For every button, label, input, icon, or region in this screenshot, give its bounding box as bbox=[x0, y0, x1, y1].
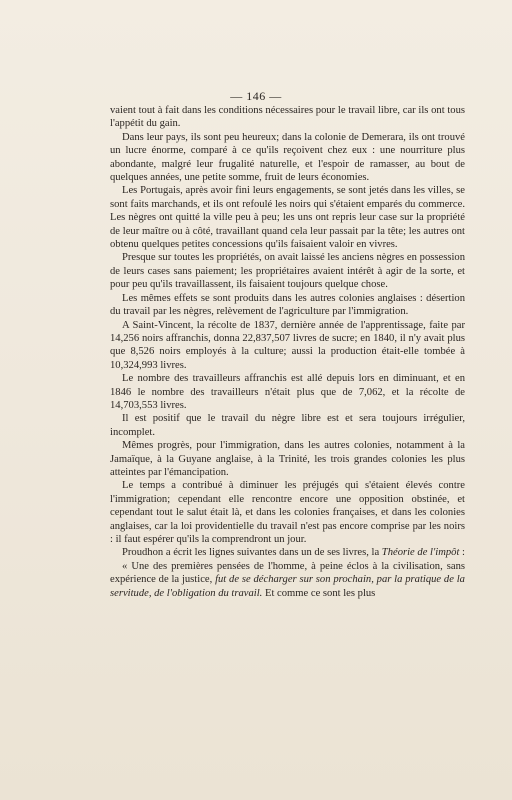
paragraph: Dans leur pays, ils sont peu heureux; dans la colonie de Demerara, ils ont trouvé un lucre énorme, comparé à ce qu'ils reçoivent chez eux : une nourriture plus abondante, malgré leur frugalité naturelle, et l'espoir de ramasser, au bout de quelques années, une petite somme, fruit de leurs économies. bbox=[110, 131, 465, 184]
paragraph: Il est positif que le travail du nègre libre est et sera toujours irrégulier, incomplet. bbox=[110, 413, 465, 438]
paragraph: Le nombre des travailleurs affranchis est allé depuis lors en diminuant, et en 1846 le nombre des travailleurs n'était plus que de 7,062, et la récolte de 14,703,553 livres. bbox=[110, 373, 465, 411]
intro-colon: : bbox=[459, 547, 465, 559]
body-text bbox=[110, 104, 465, 600]
quote-italic: fut de se décharger sur son prochain, par la pratique de la servitude, de l'obligation du travail. bbox=[110, 574, 465, 599]
paragraph: Les Portugais, après avoir fini leurs engagements, se sont jetés dans les villes, se sont faits marchands, et ils ont refoulé les noirs qui s'étaient emparés du commerce. Les nègres ont quitté la ville peu à peu; les uns ont repris leur case sur la propriété de leur maître ou à côté, travaillant quand cela leur passait par la tête; les autres ont obtenu quelques petites concessions qu'ils faisaient valoir en vivres. bbox=[110, 185, 465, 251]
paragraph: Les mêmes effets se sont produits dans les autres colonies anglaises : désertion du travail par les nègres, relèvement de l'agriculture par l'immigration. bbox=[110, 292, 465, 318]
paragraph: Mêmes progrès, pour l'immigration, dans les autres colonies, notamment à la Jamaïque, à la Guyane anglaise, à la Trinité, les trois grandes colonies les plus atteintes par l'émancipation. bbox=[110, 440, 465, 478]
paragraph: vaient tout à fait dans les conditions nécessaires pour le travail libre, car ils ont tous l'appétit du gain. bbox=[110, 105, 465, 130]
paragraph-proudhon-intro bbox=[110, 546, 465, 559]
book-title: Théorie de l'impôt bbox=[381, 547, 460, 559]
paragraph: A Saint-Vincent, la récolte de 1837, dernière année de l'apprentissage, faite par 14,256 noirs affranchis, donna 22,837,507 livres de sucre; en 1840, il n'y avait plus que 8,526 noirs employés à la culture; aussi la production était-elle tombée à 10,324,993 livres. bbox=[110, 319, 465, 371]
quote-text: « Une des premières pensées de l'homme, à peine éclos à la civilisation, sans expérience de la justice, bbox=[110, 560, 465, 586]
intro-text: Proudhon a écrit les lignes suivantes dans un de ses livres, la bbox=[122, 547, 382, 559]
paragraph: Le temps a contribué à diminuer les préjugés qui s'étaient élevés contre l'immigration; cependant elle rencontre encore une opposition obstinée, et cependant tout le salut était là, et dans les colonies françaises, et dans les colonies anglaises, car la loi providentielle du travail n'est pas encore comprise par les noirs : il faut espérer qu'ils la comprendront un jour. bbox=[110, 480, 465, 545]
paragraph-quotation bbox=[110, 560, 465, 600]
page-number: — 146 — bbox=[230, 89, 282, 103]
quote-text-end: Et comme ce sont les plus bbox=[262, 587, 376, 599]
paragraph: Presque sur toutes les propriétés, on avait laissé les anciens nègres en possession de leurs cases sans paiement; les propriétaires avaient intérêt à agir de la sorte, et pour peu qu'ils travaillassent, ils faisaient toujours quelque chose. bbox=[110, 252, 465, 291]
